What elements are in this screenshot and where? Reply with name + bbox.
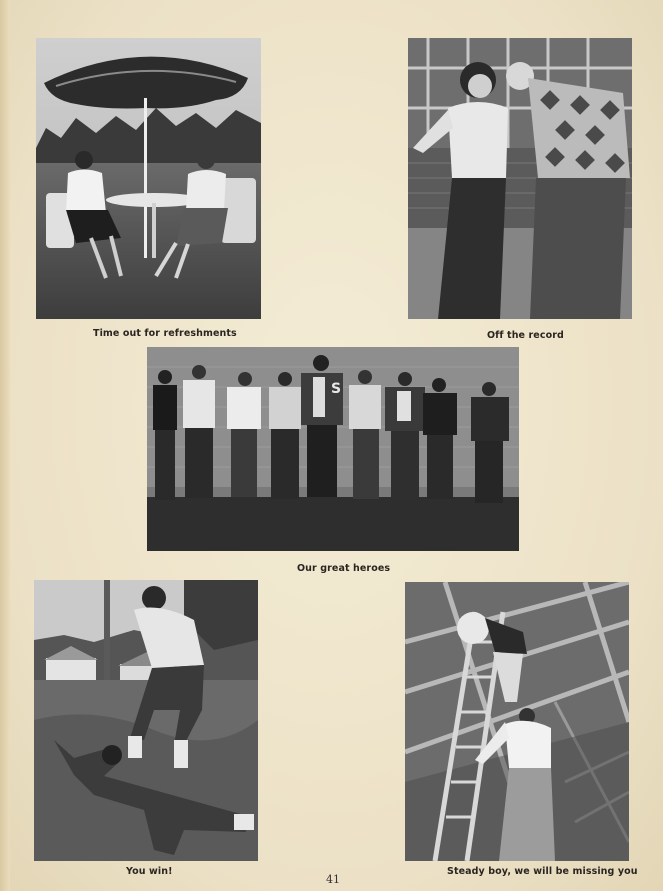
caption-great-heroes: Our great heroes [297,563,391,574]
caption-you-win: You win! [126,866,173,877]
photo-great-heroes [147,347,519,551]
caption-refreshments: Time out for refreshments [93,328,237,339]
photo-you-win [34,580,258,861]
photo-off-the-record [408,38,632,319]
caption-steady-boy: Steady boy, we will be missing you [447,866,638,877]
page-binding-edge [0,0,10,891]
page-number: 41 [326,873,340,886]
photo-steady-boy [405,582,629,861]
caption-off-the-record: Off the record [487,330,564,341]
svg-text:S: S [331,381,342,397]
photo-refreshments [36,38,261,319]
